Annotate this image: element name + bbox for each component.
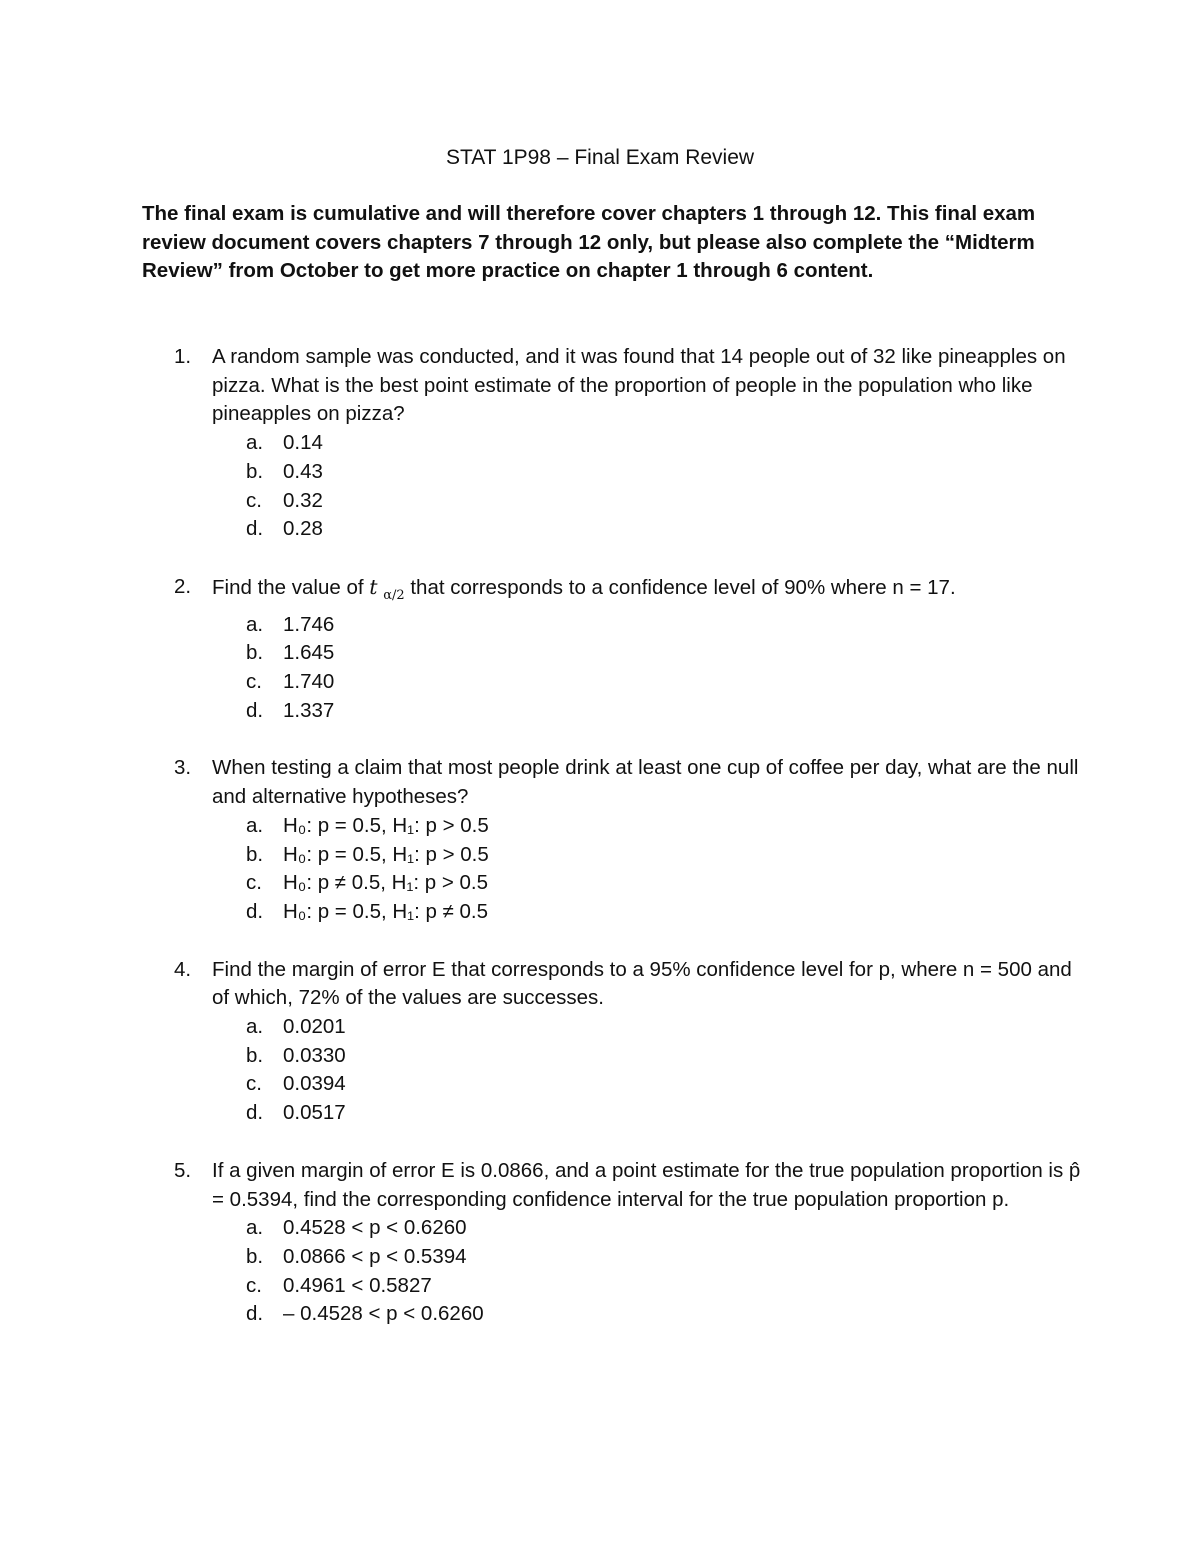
option-text: 0.32 (283, 488, 323, 512)
t-symbol: t (369, 574, 378, 599)
answer-option-b (212, 841, 1082, 870)
option-label: c. (246, 488, 262, 512)
answer-options (212, 611, 1082, 726)
question-text: If a given margin of error E is 0.0866, and a point estimate for the true population proportion is p̂ = 0.5394, find the corresponding confidence interval for the true population proportion p. (212, 1158, 1081, 1211)
question-text-after: that corresponds to a confidence level of 90% where n = 17. (404, 575, 956, 599)
option-text: H₀: p ≠ 0.5, H₁: p > 0.5 (283, 871, 489, 895)
question-text: Find the margin of error E that corresponds to a 95% confidence level for p, where n = 500 and of which, 72% of the values are successes. (212, 957, 1072, 1010)
question-1 (142, 343, 1082, 544)
option-label: a. (246, 1015, 264, 1039)
option-label: c. (246, 1072, 262, 1096)
question-4 (142, 956, 1082, 1128)
option-label: b. (246, 459, 264, 483)
option-label: c. (246, 1273, 262, 1297)
answer-option-c (212, 1070, 1082, 1099)
question-number: 2. (174, 574, 192, 598)
option-text: 0.0330 (283, 1043, 346, 1067)
option-text: H₀: p = 0.5, H₁: p ≠ 0.5 (283, 899, 489, 923)
question-text-before: Find the value of (212, 575, 370, 599)
intro-paragraph: The final exam is cumulative and will therefore cover chapters 1 through 12. This final exam review document covers chapters 7 through 12 only, but please also complete the “Midterm Review” from October to get more practice on chapter 1 through 6 content. (142, 202, 1036, 282)
answer-option-b (212, 1042, 1082, 1071)
answer-option-a (212, 1013, 1082, 1042)
answer-option-a (212, 812, 1082, 841)
option-text: 1.645 (283, 641, 335, 665)
option-label: b. (246, 1244, 264, 1268)
option-label: b. (246, 1043, 264, 1067)
option-label: c. (246, 871, 262, 895)
question-number: 3. (174, 756, 192, 780)
option-label: d. (246, 1302, 264, 1326)
answer-option-d (212, 1300, 1082, 1329)
answer-option-a (212, 1214, 1082, 1243)
answer-option-b (212, 1243, 1082, 1272)
option-label: a. (246, 813, 264, 837)
option-label: d. (246, 517, 264, 541)
option-label: c. (246, 670, 262, 694)
option-text: 1.746 (283, 612, 335, 636)
option-text: 0.43 (283, 459, 323, 483)
question-list (142, 343, 1082, 1329)
question-text: A random sample was conducted, and it was found that 14 people out of 32 like pineapples on pizza. What is the best point estimate of the proportion of people in the population who like pineapples on pizza? (212, 345, 1066, 426)
option-label: a. (246, 612, 264, 636)
option-label: b. (246, 842, 264, 866)
option-text: 0.14 (283, 431, 323, 455)
answer-options (212, 1013, 1082, 1128)
answer-option-d (212, 697, 1082, 726)
option-label: d. (246, 1101, 264, 1125)
answer-options (212, 429, 1082, 544)
answer-option-c (212, 487, 1082, 516)
option-label: b. (246, 641, 264, 665)
option-label: a. (246, 1216, 264, 1240)
question-number: 4. (174, 957, 192, 981)
question-text: When testing a claim that most people drink at least one cup of coffee per day, what are the null and alternative hypotheses? (212, 756, 1079, 809)
question-5 (142, 1157, 1082, 1329)
option-text: H₀: p = 0.5, H₁: p > 0.5 (283, 842, 489, 866)
option-text: 0.0201 (283, 1015, 346, 1039)
option-text: 1.740 (283, 670, 335, 694)
question-number: 5. (174, 1158, 192, 1182)
option-text: H₀: p = 0.5, H₁: p > 0.5 (283, 813, 489, 837)
option-label: d. (246, 899, 264, 923)
page-title: STAT 1P98 – Final Exam Review (445, 146, 755, 169)
answer-option-c (212, 1272, 1082, 1301)
answer-option-d (212, 1099, 1082, 1128)
answer-option-b (212, 639, 1082, 668)
answer-option-a (212, 429, 1082, 458)
answer-options (212, 1214, 1082, 1329)
option-text: 0.0866 < p < 0.5394 (283, 1244, 467, 1268)
answer-options (212, 812, 1082, 927)
answer-option-b (212, 458, 1082, 487)
question-2 (142, 573, 1082, 726)
option-label: d. (246, 698, 264, 722)
answer-option-d (212, 515, 1082, 544)
option-text: 1.337 (283, 698, 335, 722)
question-3 (142, 754, 1082, 926)
option-text: 0.4528 < p < 0.6260 (283, 1216, 467, 1240)
question-number: 1. (174, 345, 192, 368)
option-text: – 0.4528 < p < 0.6260 (283, 1302, 484, 1326)
option-text: 0.0394 (283, 1072, 346, 1096)
answer-option-c (212, 668, 1082, 697)
answer-option-c (212, 869, 1082, 898)
t-subscript: α/2 (383, 587, 405, 603)
answer-option-a (212, 611, 1082, 640)
option-label: a. (246, 431, 264, 455)
option-text: 0.28 (283, 517, 323, 541)
answer-option-d (212, 898, 1082, 927)
option-text: 0.0517 (283, 1101, 346, 1125)
question-text (212, 573, 1082, 611)
option-text: 0.4961 < 0.5827 (283, 1273, 432, 1297)
